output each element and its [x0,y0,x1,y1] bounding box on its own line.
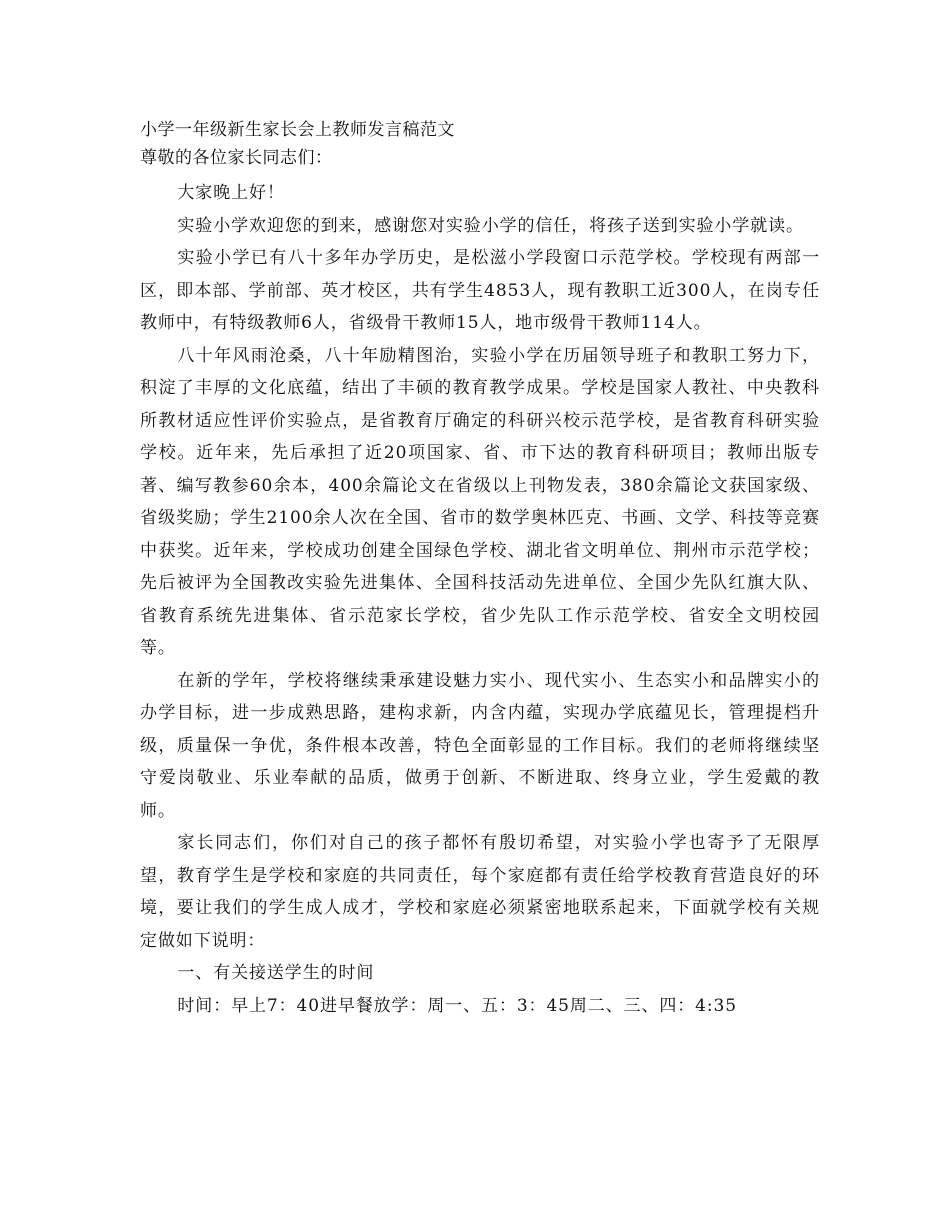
document-body [140,117,820,1022]
paragraph-welcome: 实验小学欢迎您的到来，感谢您对实验小学的信任，将孩子送到实验小学就读。 [177,215,804,236]
paragraph-greeting: 大家晚上好！ [177,183,285,203]
paragraph-new-year-goals: 在新的学年，学校将继续秉承建设魅力实小、现代实小、生态实小和品牌实小的办学目标，进一步成熟思路，建构求新，内含内蕴，实现办学底蕴见长，管理提档升级，质量保一争优，条件根本改善，特色全面彰显的工作目标。我们的老师将继续坚守爱岗敬业、乐业奉献的品质，做勇于创新、不断进取、终身立业，学生爱戴的教师。 [140,670,820,821]
paragraph-school-history: 实验小学已有八十多年办学历史，是松滋小学段窗口示范学校。学校现有两部一区，即本部、学前部、英才校区，共有学生4853人，现有教职工近300人，在岗专任教师中，有特级教师6人，省级骨干教师15人，地市级骨干教师114人。 [140,248,820,333]
document-title: 小学一年级新生家长会上教师发言稿范文 [140,120,455,140]
paragraph-achievements: 八十年风雨沧桑，八十年励精图治，实验小学在历届领导班子和教职工努力下，积淀了丰厚的文化底蕴，结出了丰硕的教育教学成果。学校是国家人教社、中央教科所教材适应性评价实验点，是省教育厅确定的科研兴校示范学校，是省教育科研实验学校。近年来，先后承担了近20项国家、省、市下达的教育科研项目；教师出版专著、编写教参60余本，400余篇论文在省级以上刊物发表，380余篇论文获国家级、省级奖励；学生2100余人次在全国、省市的数学奥林匹克、书画、文学、科技等竞赛中获奖。近年来，学校成功创建全国绿色学校、湖北省文明单位、荆州市示范学校；先后被评为全国教改实验先进集体、全国科技活动先进单位、全国少先队红旗大队、省教育系统先进集体、省示范家长学校，省少先队工作示范学校、省安全文明校园等。 [140,345,820,658]
salutation: 尊敬的各位家长同志们： [140,148,333,168]
paragraph-parents-responsibility: 家长同志们，你们对自己的孩子都怀有殷切希望，对实验小学也寄予了无限厚望，教育学生是学校和家庭的共同责任，每个家庭都有责任给学校教育营造良好的环境，要让我们的学生成人成才，学校和家庭必须紧密地联系起来，下面就学校有关规定做如下说明： [140,833,820,951]
paragraph-schedule: 时间：早上7：40进早餐放学：周一、五：3：45周二、三、四：4:35 [177,995,737,1016]
section-heading-pickup-time: 一、有关接送学生的时间 [177,963,375,983]
